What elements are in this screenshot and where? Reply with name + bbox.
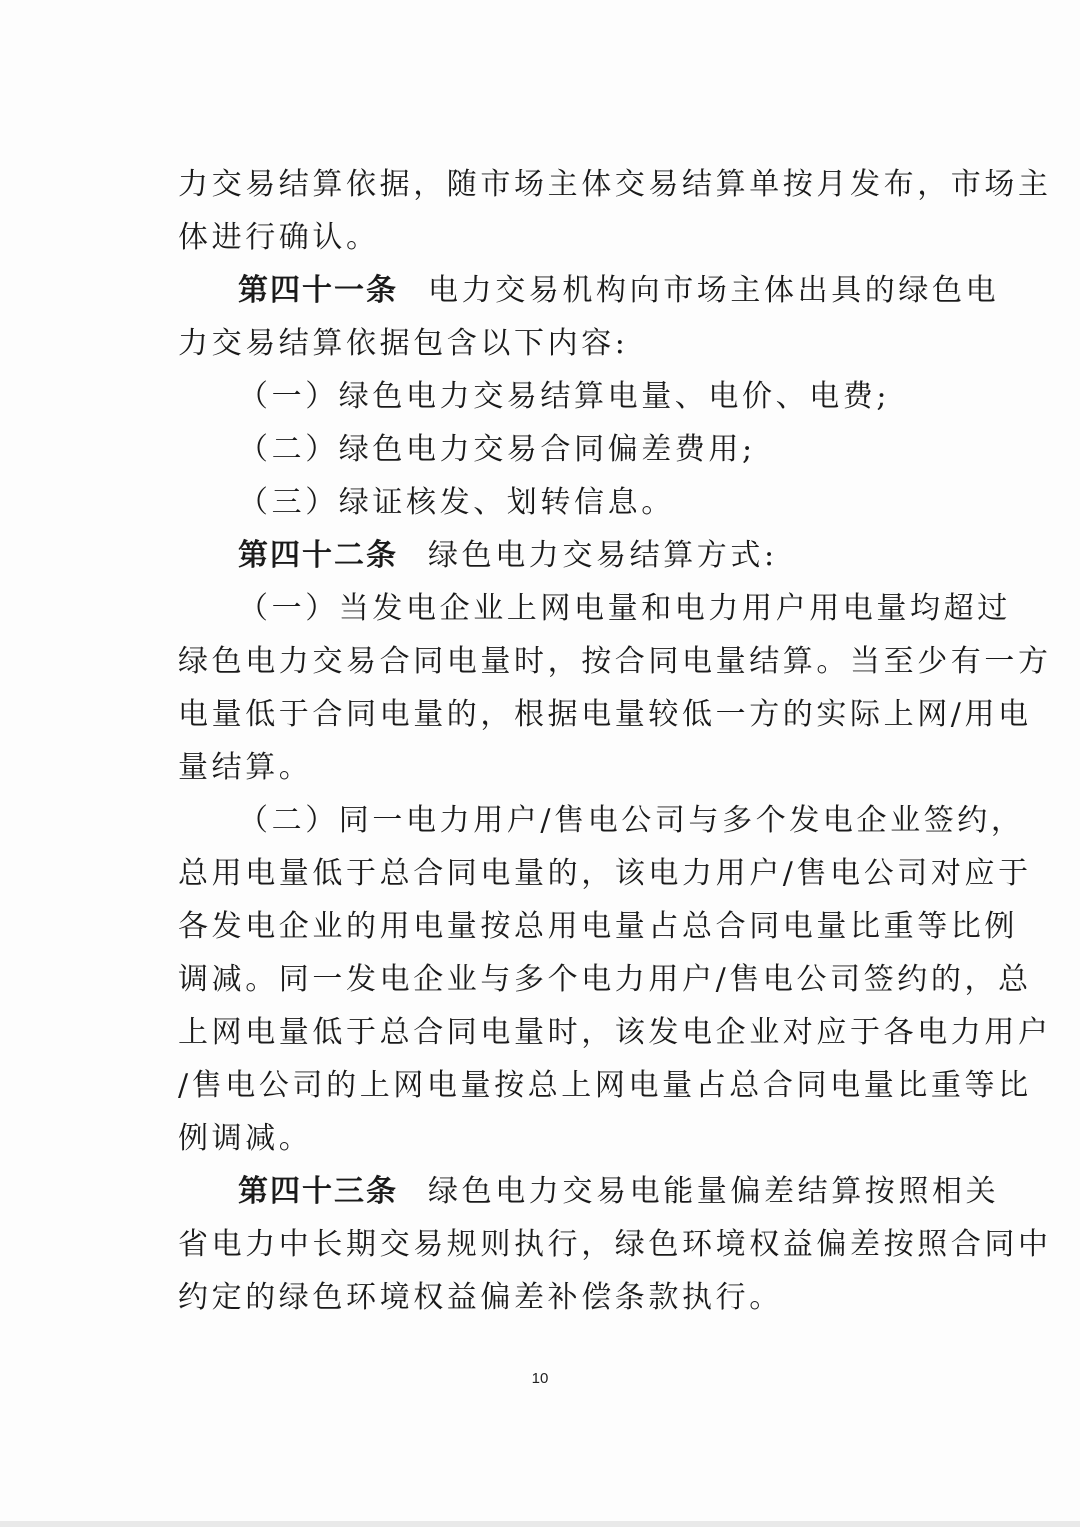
paragraph-line: /售电公司的上网电量按总上网电量占总合同电量比重等比 <box>178 1068 1032 1103</box>
article-text: 绿色电力交易电能量偏差结算按照相关 <box>428 1174 1000 1209</box>
list-item: （一）当发电企业上网电量和电力用户用电量均超过 <box>238 591 1011 626</box>
paragraph-line: 力交易结算依据，随市场主体交易结算单按月发布，市场主 <box>178 167 1052 202</box>
paragraph-line: 各发电企业的用电量按总用电量占总合同电量比重等比例 <box>178 909 1018 944</box>
article-heading: 第四十二条 <box>238 538 398 573</box>
list-item: （三）绿证核发、划转信息。 <box>238 485 675 520</box>
paragraph-line: 省电力中长期交易规则执行，绿色环境权益偏差按照合同中 <box>178 1227 1052 1262</box>
article-heading: 第四十三条 <box>238 1174 398 1209</box>
article-heading: 第四十一条 <box>238 273 398 308</box>
body-text <box>178 158 1052 1324</box>
paragraph-line: 绿色电力交易合同电量时，按合同电量结算。当至少有一方 <box>178 644 1052 679</box>
paragraph-line: 调减。同一发电企业与多个电力用户/售电公司签约的，总 <box>178 962 1032 997</box>
paragraph-line: 总用电量低于总合同电量的，该电力用户/售电公司对应于 <box>178 856 1032 891</box>
article-41 <box>178 264 1000 317</box>
scan-edge <box>0 1521 1080 1527</box>
paragraph-line: 量结算。 <box>178 750 313 785</box>
article-text: 电力交易机构向市场主体出具的绿色电 <box>428 273 1000 308</box>
list-item: （一）绿色电力交易结算电量、电价、电费; <box>238 379 891 414</box>
paragraph-line: 体进行确认。 <box>178 220 380 255</box>
article-text: 绿色电力交易结算方式: <box>428 538 778 573</box>
paragraph-line: 力交易结算依据包含以下内容: <box>178 326 629 361</box>
paragraph-line: 约定的绿色环境权益偏差补偿条款执行。 <box>178 1280 783 1315</box>
article-42 <box>178 529 906 582</box>
paragraph-line: 电量低于合同电量的，根据电量较低一方的实际上网/用电 <box>178 697 1032 732</box>
paragraph-line: 例调减。 <box>178 1121 313 1156</box>
page-number: 10 <box>531 1370 549 1387</box>
list-item: （二）绿色电力交易合同偏差费用; <box>238 432 756 467</box>
paragraph-line: 上网电量低于总合同电量时，该发电企业对应于各电力用户 <box>178 1015 1052 1050</box>
article-43 <box>178 1165 1000 1218</box>
list-item: （二）同一电力用户/售电公司与多个发电企业签约， <box>238 803 1025 838</box>
